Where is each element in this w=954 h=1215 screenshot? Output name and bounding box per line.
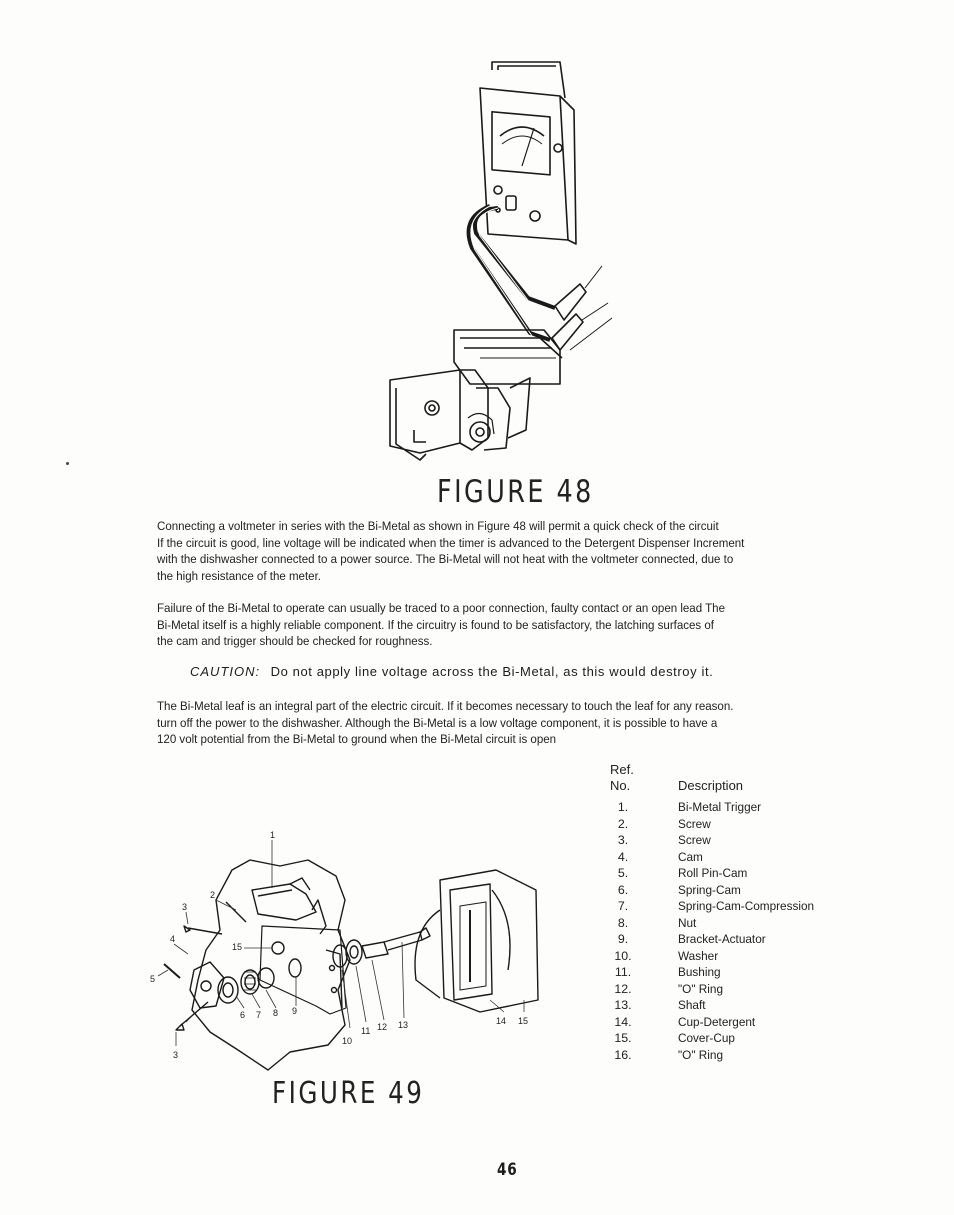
parts-row (610, 800, 940, 817)
callout-4: 4 (170, 934, 176, 944)
parts-row (610, 965, 940, 982)
parts-row-number: 11. (614, 965, 632, 979)
parts-row-description: Bracket-Actuator (678, 932, 766, 946)
figure-48-title: FIGURE 48 (437, 474, 594, 510)
parts-row (610, 998, 940, 1015)
parts-row-description: Spring-Cam-Compression (678, 899, 815, 913)
callout-3a: 3 (182, 902, 188, 912)
parts-row-description: Screw (678, 833, 711, 847)
caution-label: CAUTION: (190, 664, 261, 679)
parts-row-description: Washer (678, 948, 719, 963)
parts-row-description: Spring-Cam (678, 882, 741, 897)
parts-row-number: 3. (617, 833, 629, 847)
figure-49-title: FIGURE 49 (272, 1076, 425, 1111)
parts-row-description: "O" Ring (678, 981, 724, 996)
callout-9: 9 (292, 1006, 298, 1016)
parts-row (610, 833, 940, 850)
stray-dot (66, 462, 69, 465)
parts-row-number: 12. (614, 981, 632, 996)
parts-row-description: "O" Ring (678, 1047, 724, 1062)
parts-row-number: 2. (617, 816, 629, 831)
parts-row-number: 15. (614, 1031, 632, 1045)
page-number: 46 (497, 1160, 518, 1180)
caution-note (190, 663, 713, 681)
parts-row-number: 8. (617, 915, 629, 930)
caution-text: Do not apply line voltage across the Bi-Metal, as this would destroy it. (270, 664, 714, 679)
parts-row (610, 982, 940, 999)
parts-row-description: Bushing (678, 965, 721, 979)
parts-row-number: 9. (617, 932, 629, 946)
parts-row-number: 7. (617, 899, 629, 913)
callout-5: 5 (150, 974, 156, 984)
parts-row-number: 4. (617, 849, 629, 864)
parts-table (610, 762, 940, 1072)
callout-15b: 15 (518, 1016, 529, 1026)
parts-row-number: 13. (614, 998, 632, 1012)
parts-row-number: 14. (614, 1014, 632, 1029)
parts-row-description: Cover-Cup (678, 1031, 735, 1045)
callout-12: 12 (377, 1022, 388, 1032)
callout-8: 8 (273, 1008, 279, 1018)
callout-14: 14 (496, 1016, 507, 1026)
paragraph-bimetal-failure: Failure of the Bi-Metal to operate can usually be traced to a poor connection, faulty contact or an open lead The Bi-Metal itself is a highly reliable component. If the circuitry is found to be satisfactory, the latching surfaces of the cam and trigger should be checked for roughness. (157, 601, 725, 648)
callout-6: 6 (240, 1010, 246, 1020)
parts-row-description: Nut (678, 915, 697, 930)
callout-1: 1 (270, 830, 276, 840)
figure-49-illustration (140, 830, 550, 1070)
callout-15a: 15 (232, 942, 243, 952)
parts-row-description: Cup-Detergent (678, 1014, 756, 1029)
parts-row (610, 866, 940, 883)
parts-header-description: Description (678, 778, 744, 793)
parts-row (610, 1031, 940, 1048)
callout-3b: 3 (173, 1050, 179, 1060)
paragraph-bimetal-leaf: The Bi-Metal leaf is an integral part of the electric circuit. If it becomes necessary to touch the leaf for any reason. turn off the power to the dishwasher. Although the Bi-Metal is a low voltage component, it is possible to have a 120 volt potential from the Bi-Metal to ground when the Bi-Metal circuit is open (157, 699, 734, 746)
paragraph-voltmeter-check: Connecting a voltmeter in series with the Bi-Metal as shown in Figure 48 will permit a quick check of the circuit If the circuit is good, line voltage will be indicated when the timer is advanced to the Detergent Dispenser Increment with the dishwasher connected to a power source. The Bi-Metal will not heat with the voltmeter connected, due to the high resistance of the meter. (157, 519, 745, 583)
parts-row-number: 5. (617, 866, 629, 880)
parts-row-number: 16. (614, 1047, 632, 1062)
parts-row (610, 817, 940, 834)
parts-header-no: No. (610, 778, 631, 793)
callout-7: 7 (256, 1010, 262, 1020)
parts-header-ref: Ref. (610, 762, 634, 777)
parts-row (610, 916, 940, 933)
parts-row (610, 850, 940, 867)
parts-row-number: 10. (614, 948, 632, 963)
callout-13: 13 (398, 1020, 409, 1030)
parts-row-number: 6. (617, 882, 629, 897)
callout-11: 11 (361, 1026, 371, 1036)
figure-48-illustration (380, 58, 630, 468)
parts-row (610, 1048, 940, 1065)
parts-row (610, 1015, 940, 1032)
parts-row-description: Roll Pin-Cam (678, 866, 748, 880)
parts-row-description: Bi-Metal Trigger (678, 800, 762, 814)
parts-row-description: Cam (678, 849, 703, 864)
callout-2: 2 (210, 890, 216, 900)
parts-row-description: Screw (678, 816, 711, 831)
callout-10: 10 (342, 1036, 353, 1046)
parts-row (610, 883, 940, 900)
parts-row-description: Shaft (678, 998, 706, 1012)
parts-row (610, 899, 940, 916)
parts-row-number: 1. (617, 800, 629, 814)
parts-row (610, 949, 940, 966)
parts-row (610, 932, 940, 949)
